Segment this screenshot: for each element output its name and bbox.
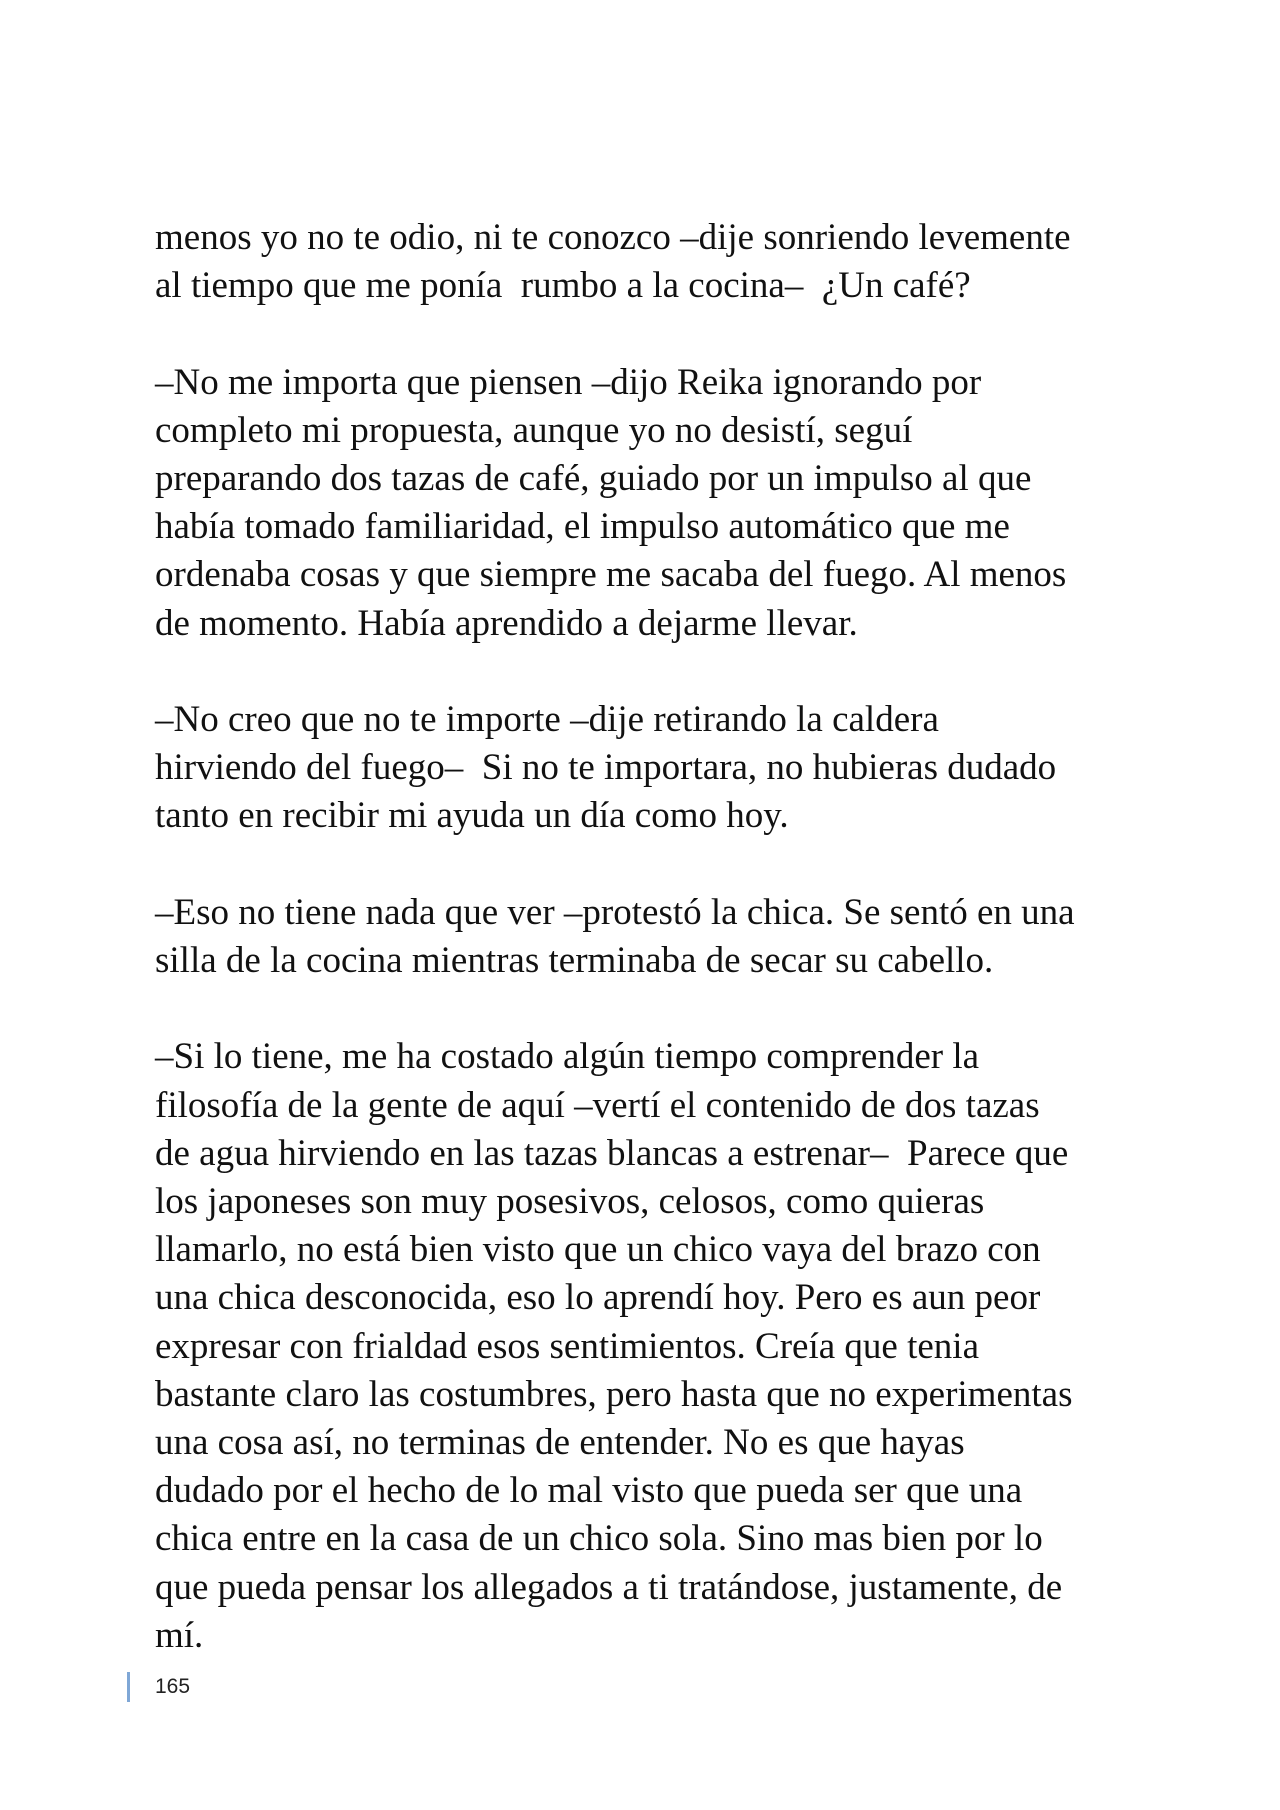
text-line: –Si lo tiene, me ha costado algún tiempo comprender la (155, 1036, 980, 1078)
paragraph (155, 1033, 1135, 1660)
paragraph (155, 696, 1135, 841)
text-line: al tiempo que me ponía rumbo a la cocina– ¿Un café? (155, 265, 971, 307)
text-line: completo mi propuesta, aunque yo no desistí, seguí (155, 409, 913, 451)
text-line: una chica desconocida, eso lo aprendí hoy. Pero es aun peor (155, 1277, 1041, 1319)
text-line: –No creo que no te importe –dije retirando la caldera (155, 699, 939, 740)
text-line: hirviendo del fuego– Si no te importara, no hubieras dudado (155, 747, 1057, 789)
paragraph (155, 889, 1135, 985)
text-line: que pueda pensar los allegados a ti tratándose, justamente, de (155, 1566, 1063, 1608)
text-line: silla de la cocina mientras terminaba de secar su cabello. (155, 940, 994, 981)
text-line: había tomado familiaridad, el impulso automático que me (155, 506, 1010, 548)
text-line: filosofía de la gente de aquí –vertí el contenido de dos tazas (155, 1084, 1040, 1126)
text-line: chica entre en la casa de un chico sola. Sino mas bien por lo (155, 1518, 1043, 1560)
body-text (155, 214, 1135, 1708)
page-number: 165 (155, 1675, 191, 1698)
text-line: bastante claro las costumbres, pero hasta que no experimentas (155, 1373, 1073, 1415)
paragraph (155, 214, 1135, 310)
text-line: mí. (155, 1614, 204, 1656)
text-line: dudado por el hecho de lo mal visto que pueda ser que una (155, 1470, 1023, 1512)
text-line: una cosa así, no terminas de entender. No es que hayas (155, 1422, 965, 1464)
text-line: tanto en recibir mi ayuda un día como hoy. (155, 795, 789, 837)
footer-accent-bar (127, 1672, 130, 1702)
text-line: preparando dos tazas de café, guiado por un impulso al que (155, 458, 1032, 499)
text-line: expresar con frialdad esos sentimientos. Creía que tenia (155, 1325, 979, 1367)
text-line: menos yo no te odio, ni te conozco –dije sonriendo levemente (155, 217, 1071, 258)
paragraph (155, 359, 1135, 648)
text-line: ordenaba cosas y que siempre me sacaba del fuego. Al menos (155, 554, 1067, 596)
text-line: de agua hirviendo en las tazas blancas a estrenar– Parece que (155, 1132, 1069, 1174)
text-line: los japoneses son muy posesivos, celosos, como quieras (155, 1181, 985, 1222)
text-line: de momento. Había aprendido a dejarme llevar. (155, 602, 858, 644)
page-footer (127, 1672, 190, 1702)
text-line: –Eso no tiene nada que ver –protestó la chica. Se sentó en una (155, 891, 1075, 933)
text-line: llamarlo, no está bien visto que un chico vaya del brazo con (155, 1229, 1041, 1271)
text-line: –No me importa que piensen –dijo Reika ignorando por (155, 361, 982, 403)
